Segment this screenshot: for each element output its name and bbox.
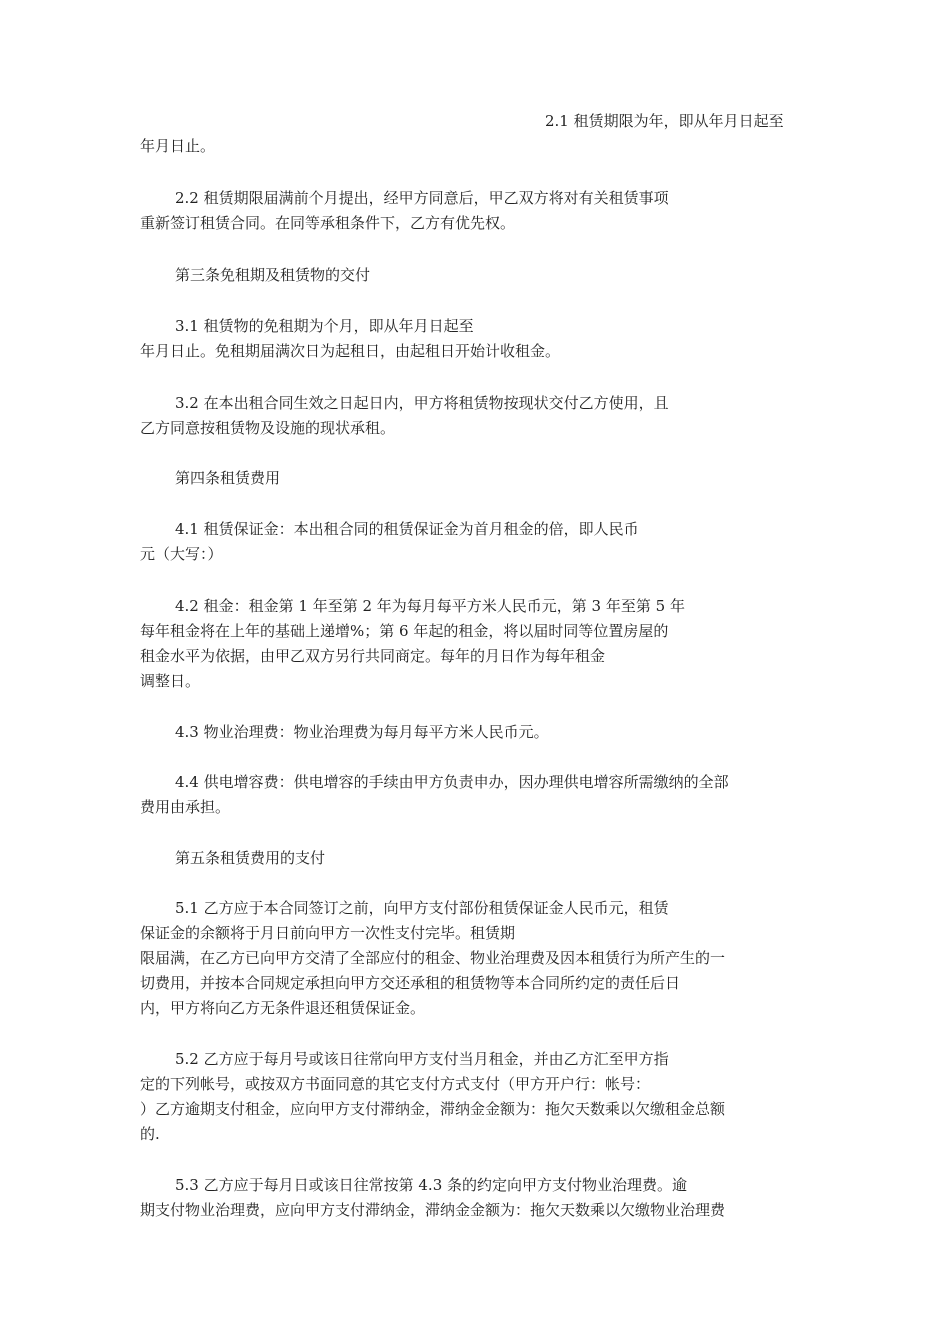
clause-5-2-line-1: 5.2 乙方应于每月号或该日往常向甲方支付当月租金，并由乙方汇至甲方指 <box>175 1050 669 1068</box>
clause-4-1-line-2: 元（大写：） <box>140 545 223 563</box>
clause-4-2-line-3: 租金水平为依据，由甲乙双方另行共同商定。每年的月日作为每年租金 <box>140 647 606 665</box>
clause-5-1-line-4: 切费用，并按本合同规定承担向甲方交还承租的租赁物等本合同所约定的责任后日 <box>140 974 681 992</box>
clause-4-2-line-4: 调整日。 <box>140 672 201 690</box>
article-3-heading: 第三条免租期及租赁物的交付 <box>175 266 371 284</box>
clause-2-2-line-2: 重新签订租赁合同。在同等承租条件下，乙方有优先权。 <box>140 214 516 232</box>
clause-4-2-line-1: 4.2 租金：租金第 1 年至第 2 年为每月每平方米人民币元，第 3 年至第 5 年 <box>175 597 685 615</box>
article-5-heading: 第五条租赁费用的支付 <box>175 849 326 867</box>
article-4-heading: 第四条租赁费用 <box>175 469 281 487</box>
clause-5-2-line-3: ）乙方逾期支付租金，应向甲方支付滞纳金，滞纳金金额为：拖欠天数乘以欠缴租金总额 <box>140 1100 726 1118</box>
clause-5-3-line-2: 期支付物业治理费，应向甲方支付滞纳金，滞纳金金额为：拖欠天数乘以欠缴物业治理费 <box>140 1201 726 1219</box>
clause-2-2-line-1: 2.2 租赁期限届满前个月提出，经甲方同意后，甲乙双方将对有关租赁事项 <box>175 189 669 207</box>
clause-5-1-line-5: 内，甲方将向乙方无条件退还租赁保证金。 <box>140 999 426 1017</box>
clause-4-1-line-1: 4.1 租赁保证金：本出租合同的租赁保证金为首月租金的倍，即人民币 <box>175 520 639 538</box>
clause-5-1-line-2: 保证金的余额将于月日前向甲方一次性支付完毕。租赁期 <box>140 924 516 942</box>
clause-4-2-line-2: 每年租金将在上年的基础上递增%；第 6 年起的租金，将以届时同等位置房屋的 <box>140 622 669 640</box>
clause-5-1-line-1: 5.1 乙方应于本合同签订之前，向甲方支付部份租赁保证金人民币元，租赁 <box>175 899 669 917</box>
clause-4-4-line-2: 费用由承担。 <box>140 798 231 816</box>
clause-3-1-line-2: 年月日止。免租期届满次日为起租日，由起租日开始计收租金。 <box>140 342 561 360</box>
clause-4-4-line-1: 4.4 供电增容费：供电增容的手续由甲方负责申办，因办理供电增容所需缴纳的全部 <box>175 773 729 791</box>
clause-2-1-line-2: 年月日止。 <box>140 137 216 155</box>
clause-5-3-line-1: 5.3 乙方应于每月日或该日往常按第 4.3 条的约定向甲方支付物业治理费。逾 <box>175 1176 688 1194</box>
clause-3-2-line-1: 3.2 在本出租合同生效之日起日内，甲方将租赁物按现状交付乙方使用，且 <box>175 394 669 412</box>
clause-5-1-line-3: 限届满，在乙方已向甲方交清了全部应付的租金、物业治理费及因本租赁行为所产生的一 <box>140 949 726 967</box>
clause-5-2-line-2: 定的下列帐号，或按双方书面同意的其它支付方式支付（甲方开户行：帐号： <box>140 1075 651 1093</box>
clause-4-3-line-1: 4.3 物业治理费：物业治理费为每月每平方米人民币元。 <box>175 723 549 741</box>
clause-3-1-line-1: 3.1 租赁物的免租期为个月，即从年月日起至 <box>175 317 474 335</box>
clause-2-1-line-1: 2.1 租赁期限为年，即从年月日起至 <box>545 112 784 130</box>
clause-3-2-line-2: 乙方同意按租赁物及设施的现状承租。 <box>140 419 396 437</box>
clause-5-2-line-4: 的. <box>140 1125 160 1143</box>
